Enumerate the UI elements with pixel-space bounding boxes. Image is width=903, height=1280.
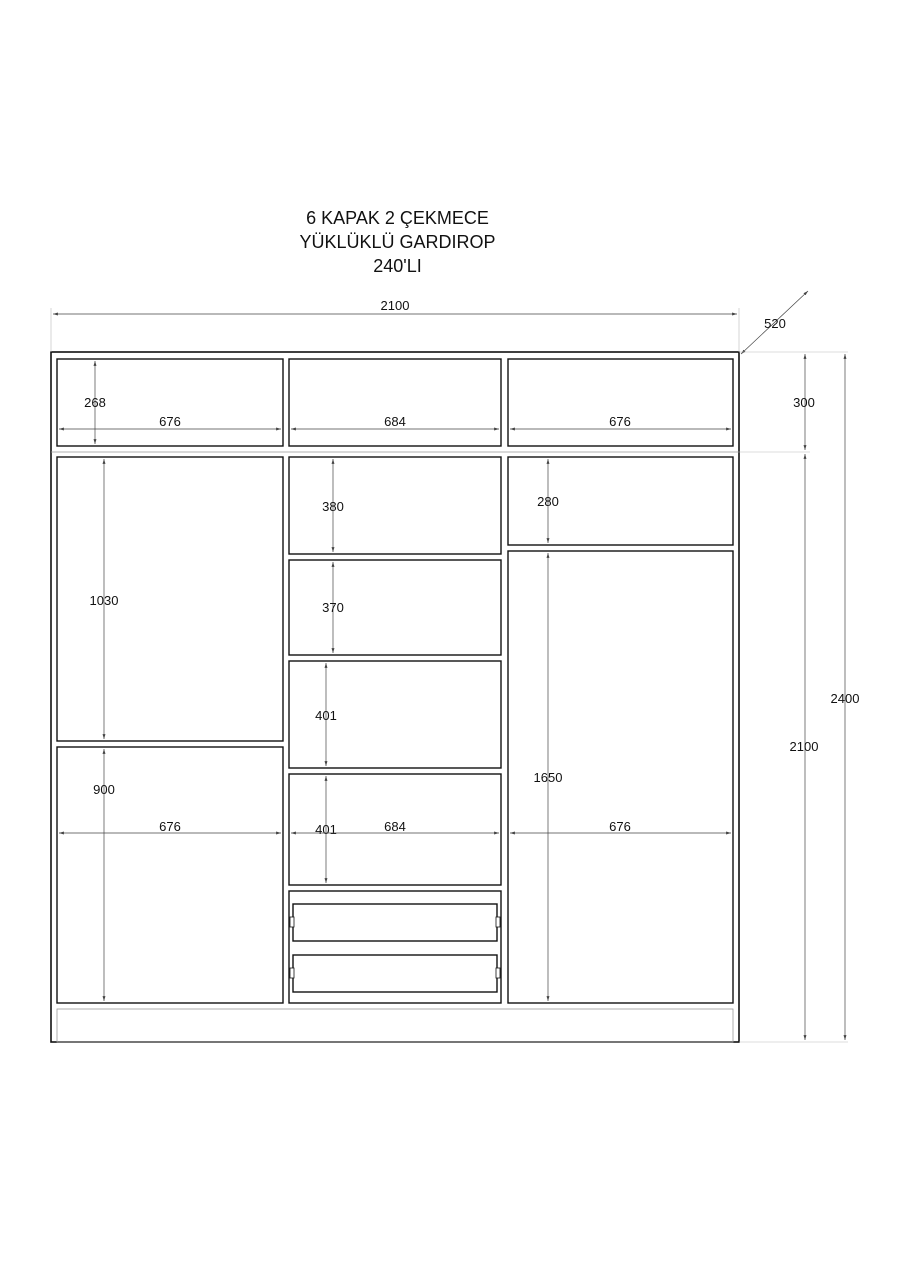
overall-width-label: 2100 [380, 298, 410, 313]
middle-door-1-height-label: 380 [322, 499, 344, 514]
top-door-height-label: 268 [84, 395, 106, 410]
body-height-label: 2100 [789, 739, 819, 754]
drawer-2-right-handle [496, 968, 500, 978]
middle-door-1 [289, 457, 501, 554]
bottom-middle-width-label: 684 [384, 819, 406, 834]
right-lower-height-label: 1650 [533, 770, 563, 785]
right-upper-height-label: 280 [537, 494, 559, 509]
drawer-1-front [293, 904, 497, 941]
top-right-door [508, 359, 733, 446]
title-line-1: 6 KAPAK 2 ÇEKMECE [306, 208, 489, 228]
middle-door-3-height-label: 401 [315, 708, 337, 723]
top-right-width-label: 676 [609, 414, 631, 429]
middle-door-2-height-label: 370 [322, 600, 344, 615]
left-lower-door [57, 747, 283, 1003]
depth-label: 520 [764, 316, 786, 331]
left-lower-height-label: 900 [93, 782, 115, 797]
drawer-2-front [293, 955, 497, 992]
drawer-1-left-handle [290, 917, 294, 927]
middle-door-2 [289, 560, 501, 655]
title-line-2: YÜKLÜKLÜ GARDIROP [299, 232, 496, 252]
drawer-1-right-handle [496, 917, 500, 927]
top-middle-width-label: 684 [384, 414, 406, 429]
top-middle-door [289, 359, 501, 446]
left-upper-height-label: 1030 [89, 593, 119, 608]
plinth [57, 1009, 733, 1042]
bottom-left-width-label: 676 [159, 819, 181, 834]
middle-door-4-height-label: 401 [315, 822, 337, 837]
wardrobe-outer-frame [51, 352, 739, 1042]
drawer-section [289, 891, 501, 1003]
drawer-2-left-handle [290, 968, 294, 978]
overall-height-label: 2400 [830, 691, 860, 706]
top-left-width-label: 676 [159, 414, 181, 429]
title-line-3: 240'LI [373, 256, 422, 276]
bottom-right-width-label: 676 [609, 819, 631, 834]
top-section-height-label: 300 [793, 395, 815, 410]
